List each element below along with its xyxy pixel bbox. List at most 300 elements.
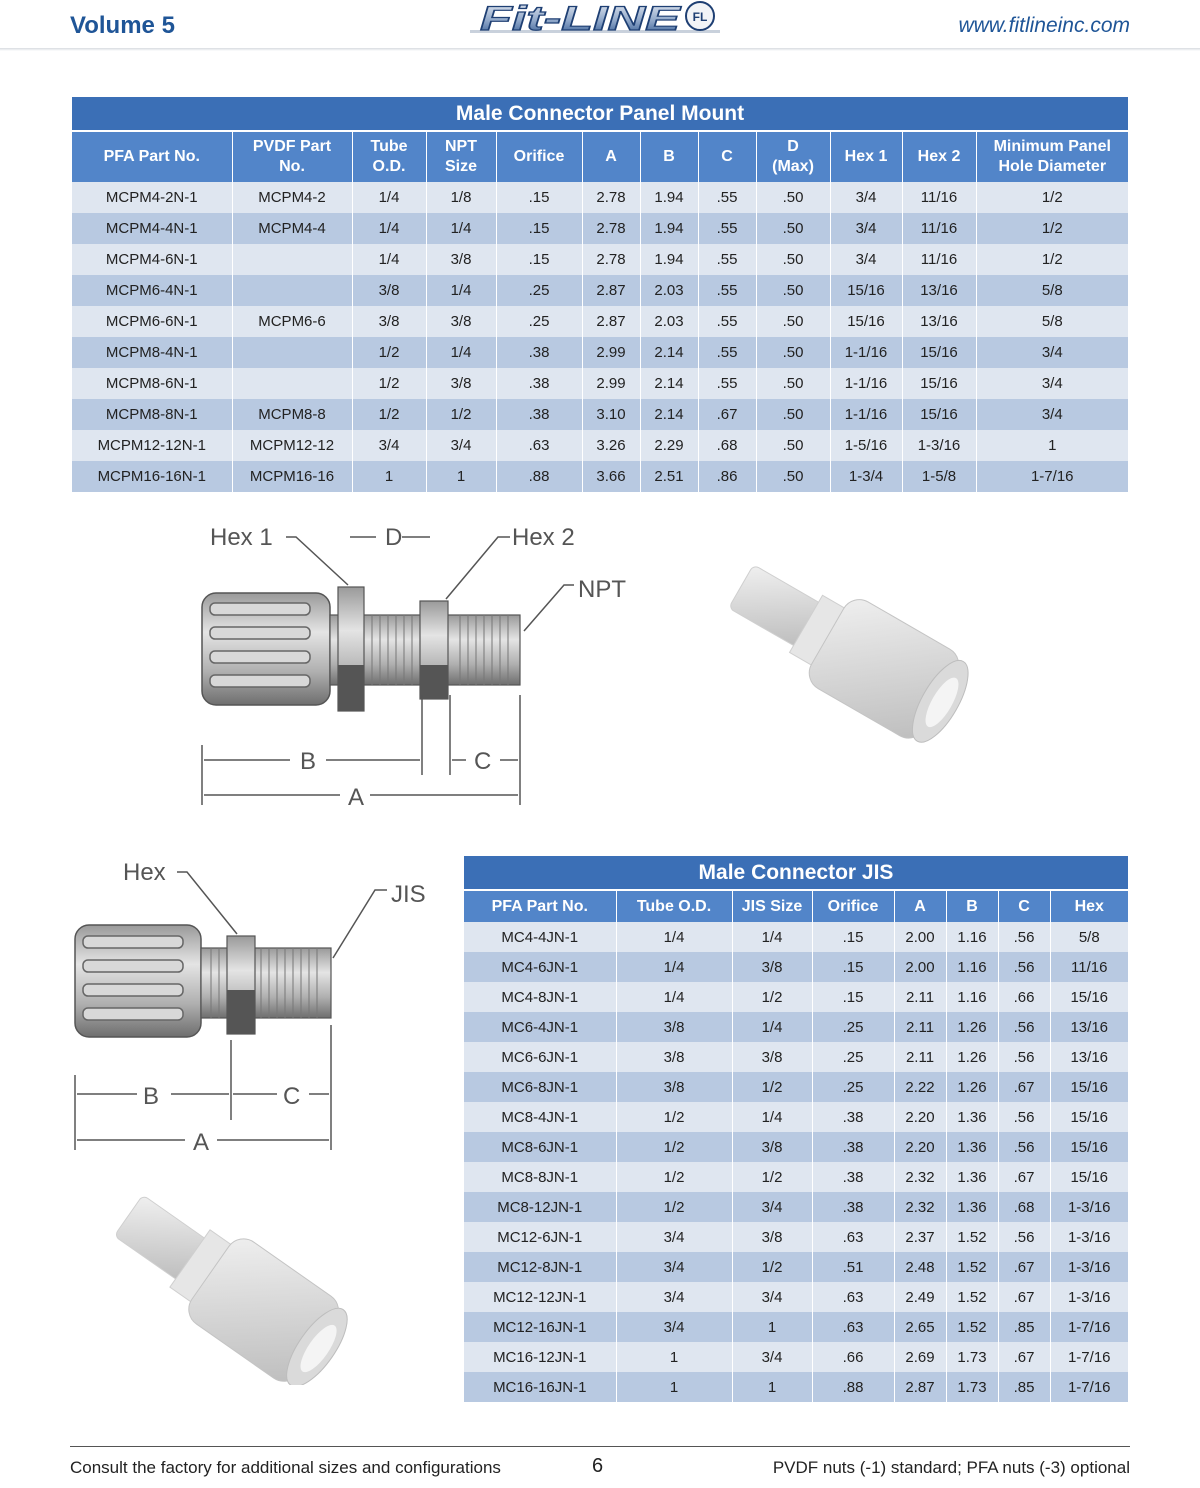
table-cell: .15 bbox=[496, 213, 582, 244]
website-url[interactable]: www.fitlineinc.com bbox=[958, 14, 1130, 37]
table-cell: .55 bbox=[698, 306, 756, 337]
table-cell: 1.73 bbox=[946, 1342, 998, 1372]
column-header-text: No. bbox=[279, 158, 305, 175]
table-row bbox=[72, 182, 1128, 213]
table-cell: 1 bbox=[732, 1312, 812, 1342]
table-cell: .55 bbox=[698, 213, 756, 244]
table-cell: 1/4 bbox=[426, 213, 496, 244]
table-cell: .86 bbox=[698, 461, 756, 492]
table-cell: 3/4 bbox=[616, 1282, 732, 1312]
table-cell: 15/16 bbox=[830, 275, 902, 306]
table-cell: .50 bbox=[756, 461, 830, 492]
table-cell: MC6-4JN-1 bbox=[464, 1012, 616, 1042]
table-cell: 13/16 bbox=[1050, 1042, 1128, 1072]
table-cell: .63 bbox=[812, 1312, 894, 1342]
table-row bbox=[72, 213, 1128, 244]
table-row bbox=[72, 244, 1128, 275]
table-cell: MC16-16JN-1 bbox=[464, 1372, 616, 1402]
table-cell: .56 bbox=[998, 1132, 1050, 1162]
column-header-text: Size bbox=[444, 158, 477, 175]
table-row bbox=[72, 306, 1128, 337]
table-cell: 15/16 bbox=[830, 306, 902, 337]
table-cell: 1 bbox=[426, 461, 496, 492]
table-cell: 3/8 bbox=[616, 1072, 732, 1102]
column-header bbox=[894, 890, 946, 922]
table-cell: 1.26 bbox=[946, 1012, 998, 1042]
table-cell: 11/16 bbox=[902, 244, 976, 275]
table-cell: .50 bbox=[756, 337, 830, 368]
column-header bbox=[496, 131, 582, 182]
footer-note: Consult the factory for additional sizes and configurations bbox=[70, 1458, 501, 1477]
table-cell: 1/4 bbox=[426, 337, 496, 368]
column-header-text: Minimum Panel bbox=[993, 138, 1111, 155]
table-cell: 2.11 bbox=[894, 1012, 946, 1042]
b-label: B bbox=[300, 748, 317, 775]
table-cell: .88 bbox=[812, 1372, 894, 1402]
table-cell: 2.78 bbox=[582, 244, 640, 275]
table-cell: .55 bbox=[698, 368, 756, 399]
table-cell: 3/8 bbox=[352, 275, 426, 306]
table-row bbox=[72, 399, 1128, 430]
table-cell: 1/2 bbox=[616, 1132, 732, 1162]
table-cell: 15/16 bbox=[1050, 1162, 1128, 1192]
table-cell: 1-1/16 bbox=[830, 368, 902, 399]
table-cell: 1/2 bbox=[732, 1072, 812, 1102]
table-cell: 2.78 bbox=[582, 182, 640, 213]
a-label-jis: A bbox=[193, 1129, 210, 1156]
table-cell: .50 bbox=[756, 399, 830, 430]
table-cell: 15/16 bbox=[902, 337, 976, 368]
table-cell: .56 bbox=[998, 1012, 1050, 1042]
table-cell: MCPM4-6N-1 bbox=[72, 244, 232, 275]
table-cell: 2.78 bbox=[582, 213, 640, 244]
table-cell: .55 bbox=[698, 244, 756, 275]
table-cell: MC4-6JN-1 bbox=[464, 952, 616, 982]
table-cell: 3/4 bbox=[976, 368, 1128, 399]
table-cell: .38 bbox=[812, 1192, 894, 1222]
hex-label: Hex bbox=[123, 859, 166, 886]
table-cell: MCPM4-2N-1 bbox=[72, 182, 232, 213]
panel-mount-table bbox=[72, 97, 1128, 492]
table-cell: 1.52 bbox=[946, 1282, 998, 1312]
table-cell: 3/4 bbox=[616, 1312, 732, 1342]
table-cell: 2.03 bbox=[640, 275, 698, 306]
table-cell: 1-7/16 bbox=[1050, 1342, 1128, 1372]
c-label-jis: C bbox=[283, 1083, 301, 1110]
column-header bbox=[756, 131, 830, 182]
column-header-text: B bbox=[663, 148, 675, 165]
table-cell: 3/8 bbox=[732, 1132, 812, 1162]
table-cell: 2.32 bbox=[894, 1192, 946, 1222]
table-cell: 1-3/4 bbox=[830, 461, 902, 492]
table-cell: 1/2 bbox=[732, 1162, 812, 1192]
table-cell: .55 bbox=[698, 182, 756, 213]
table-cell: 3/8 bbox=[732, 952, 812, 982]
table-cell: 1-3/16 bbox=[902, 430, 976, 461]
table-row bbox=[72, 368, 1128, 399]
table-cell: 1-5/16 bbox=[830, 430, 902, 461]
column-header bbox=[72, 131, 232, 182]
table-row bbox=[464, 1312, 1128, 1342]
table-cell: 1-7/16 bbox=[976, 461, 1128, 492]
table-cell: 15/16 bbox=[1050, 982, 1128, 1012]
table-cell: 1.94 bbox=[640, 244, 698, 275]
table-cell: 11/16 bbox=[902, 182, 976, 213]
table-cell: .63 bbox=[496, 430, 582, 461]
table-cell: 15/16 bbox=[902, 368, 976, 399]
table-cell: MCPM6-4N-1 bbox=[72, 275, 232, 306]
table-cell: 3/4 bbox=[616, 1222, 732, 1252]
table-cell: 3/8 bbox=[732, 1042, 812, 1072]
table-row bbox=[464, 1132, 1128, 1162]
table-cell: .56 bbox=[998, 1222, 1050, 1252]
column-header-text: PVDF Part bbox=[252, 138, 332, 155]
d-label: D bbox=[385, 524, 403, 551]
table-cell: .25 bbox=[812, 1072, 894, 1102]
table-cell: 2.99 bbox=[582, 337, 640, 368]
table-cell: MC12-12JN-1 bbox=[464, 1282, 616, 1312]
column-header bbox=[732, 890, 812, 922]
table-cell: 15/16 bbox=[1050, 1072, 1128, 1102]
hex2-label: Hex 2 bbox=[512, 524, 575, 551]
table-cell: 1.16 bbox=[946, 922, 998, 952]
table-cell: 1 bbox=[732, 1372, 812, 1402]
table-cell bbox=[232, 337, 352, 368]
table-cell: 2.00 bbox=[894, 922, 946, 952]
header-divider bbox=[0, 48, 1200, 51]
table-cell: 1 bbox=[352, 461, 426, 492]
table-cell: 2.51 bbox=[640, 461, 698, 492]
table-cell: 2.00 bbox=[894, 952, 946, 982]
table-cell: 3/8 bbox=[616, 1012, 732, 1042]
table-cell bbox=[232, 275, 352, 306]
jis-photo bbox=[95, 1195, 375, 1385]
table-cell: MCPM8-8 bbox=[232, 399, 352, 430]
table-cell: 1/4 bbox=[616, 982, 732, 1012]
table-cell: 1.52 bbox=[946, 1222, 998, 1252]
table-cell: 11/16 bbox=[1050, 952, 1128, 982]
table-cell: 1/4 bbox=[616, 922, 732, 952]
table-cell: 1 bbox=[616, 1372, 732, 1402]
table-cell: 1/4 bbox=[426, 275, 496, 306]
table-cell: 13/16 bbox=[902, 306, 976, 337]
table-cell: .38 bbox=[812, 1132, 894, 1162]
table-cell bbox=[232, 368, 352, 399]
table-row bbox=[72, 275, 1128, 306]
table-cell: 1.36 bbox=[946, 1192, 998, 1222]
table-row bbox=[464, 1342, 1128, 1372]
table-cell: 2.48 bbox=[894, 1252, 946, 1282]
table-cell: 2.11 bbox=[894, 982, 946, 1012]
table-cell: .38 bbox=[496, 337, 582, 368]
table-cell: .25 bbox=[812, 1042, 894, 1072]
table-cell: 3/8 bbox=[426, 244, 496, 275]
table-cell: .50 bbox=[756, 213, 830, 244]
table-cell: 2.49 bbox=[894, 1282, 946, 1312]
table-cell: MC16-12JN-1 bbox=[464, 1342, 616, 1372]
table-cell bbox=[232, 244, 352, 275]
page-number: 6 bbox=[592, 1455, 604, 1477]
table-cell: 1.52 bbox=[946, 1252, 998, 1282]
table-cell: 1/4 bbox=[732, 1102, 812, 1132]
table-cell: 1/2 bbox=[976, 182, 1128, 213]
table-row bbox=[464, 1192, 1128, 1222]
table-cell: 5/8 bbox=[1050, 922, 1128, 952]
table-row bbox=[464, 982, 1128, 1012]
table-cell: MCPM4-4 bbox=[232, 213, 352, 244]
table-cell: 1-7/16 bbox=[1050, 1372, 1128, 1402]
table-cell: .56 bbox=[998, 922, 1050, 952]
table-cell: MCPM8-4N-1 bbox=[72, 337, 232, 368]
table-cell: .15 bbox=[812, 982, 894, 1012]
table-cell: 3/8 bbox=[732, 1222, 812, 1252]
table-cell: 1.26 bbox=[946, 1072, 998, 1102]
table-row bbox=[464, 1012, 1128, 1042]
page-header bbox=[0, 0, 1200, 50]
table-cell: 3.10 bbox=[582, 399, 640, 430]
table-cell: MC8-8JN-1 bbox=[464, 1162, 616, 1192]
table-cell: 2.22 bbox=[894, 1072, 946, 1102]
table-cell: MC8-4JN-1 bbox=[464, 1102, 616, 1132]
table-cell: 2.87 bbox=[582, 306, 640, 337]
table-cell: .15 bbox=[496, 182, 582, 213]
footer-nut-note: PVDF nuts (-1) standard; PFA nuts (-3) optional bbox=[772, 1458, 1130, 1477]
table-cell: 2.14 bbox=[640, 337, 698, 368]
fitline-logo bbox=[470, 0, 720, 40]
table-cell: .38 bbox=[812, 1162, 894, 1192]
table-cell: 1-7/16 bbox=[1050, 1312, 1128, 1342]
column-header-text: C bbox=[1018, 897, 1030, 915]
column-header-text: B bbox=[966, 897, 978, 915]
table-cell: 1-5/8 bbox=[902, 461, 976, 492]
table-cell: 5/8 bbox=[976, 306, 1128, 337]
column-header-text: NPT bbox=[445, 138, 477, 155]
table-cell: 1.16 bbox=[946, 982, 998, 1012]
column-header bbox=[232, 131, 352, 182]
jis-title: Male Connector JIS bbox=[464, 856, 1128, 890]
column-header bbox=[976, 131, 1128, 182]
table-cell: MCPM4-4N-1 bbox=[72, 213, 232, 244]
table-row bbox=[72, 430, 1128, 461]
table-cell: 3/8 bbox=[426, 306, 496, 337]
table-cell: 3/8 bbox=[426, 368, 496, 399]
table-cell: 3/4 bbox=[976, 399, 1128, 430]
table-cell: 1-1/16 bbox=[830, 399, 902, 430]
c-label: C bbox=[474, 748, 492, 775]
table-cell: 3/4 bbox=[616, 1252, 732, 1282]
table-cell: 1/2 bbox=[352, 399, 426, 430]
table-cell: 2.20 bbox=[894, 1102, 946, 1132]
table-cell: 2.87 bbox=[894, 1372, 946, 1402]
table-cell: 3.26 bbox=[582, 430, 640, 461]
column-header-text: Tube O.D. bbox=[636, 897, 712, 915]
table-cell: 1.16 bbox=[946, 952, 998, 982]
table-cell: 1/4 bbox=[732, 922, 812, 952]
table-cell: 1.94 bbox=[640, 182, 698, 213]
table-cell: MC6-8JN-1 bbox=[464, 1072, 616, 1102]
table-cell: 2.14 bbox=[640, 368, 698, 399]
column-header-text: A bbox=[605, 148, 617, 165]
table-cell: 1-3/16 bbox=[1050, 1222, 1128, 1252]
table-cell: 2.87 bbox=[582, 275, 640, 306]
table-cell: 1/2 bbox=[976, 213, 1128, 244]
table-cell: 1-1/16 bbox=[830, 337, 902, 368]
table-cell: 1/4 bbox=[616, 952, 732, 982]
table-cell: 3/4 bbox=[976, 337, 1128, 368]
table-cell: .63 bbox=[812, 1282, 894, 1312]
table-cell: 1/2 bbox=[616, 1162, 732, 1192]
table-cell: .66 bbox=[812, 1342, 894, 1372]
table-cell: 1.36 bbox=[946, 1162, 998, 1192]
table-cell: 3/4 bbox=[732, 1282, 812, 1312]
jis-label: JIS bbox=[391, 881, 426, 908]
column-header bbox=[946, 890, 998, 922]
table-row bbox=[464, 1162, 1128, 1192]
table-cell: 15/16 bbox=[1050, 1132, 1128, 1162]
table-cell: MC8-6JN-1 bbox=[464, 1132, 616, 1162]
table-cell: 1/2 bbox=[976, 244, 1128, 275]
panel-mount-photo bbox=[700, 540, 980, 770]
column-header-text: Hex 2 bbox=[917, 148, 961, 165]
table-cell: 1/8 bbox=[426, 182, 496, 213]
table-cell: 2.14 bbox=[640, 399, 698, 430]
table-cell: MCPM8-6N-1 bbox=[72, 368, 232, 399]
table-cell: .88 bbox=[496, 461, 582, 492]
table-cell: .85 bbox=[998, 1312, 1050, 1342]
column-header-text: Tube bbox=[370, 138, 408, 155]
table-cell: 2.29 bbox=[640, 430, 698, 461]
table-cell: 1/2 bbox=[352, 368, 426, 399]
table-cell: 1/2 bbox=[616, 1102, 732, 1132]
column-header-text: C bbox=[721, 148, 733, 165]
table-cell: 1/4 bbox=[352, 182, 426, 213]
column-header bbox=[830, 131, 902, 182]
table-cell: .38 bbox=[812, 1102, 894, 1132]
table-row bbox=[464, 1282, 1128, 1312]
column-header-text: O.D. bbox=[372, 158, 406, 175]
table-cell: 1/2 bbox=[616, 1192, 732, 1222]
table-cell: .56 bbox=[998, 1042, 1050, 1072]
table-cell: 3/4 bbox=[830, 182, 902, 213]
table-row bbox=[464, 952, 1128, 982]
table-cell: 1/4 bbox=[352, 244, 426, 275]
table-cell: 1.26 bbox=[946, 1042, 998, 1072]
b-label-jis: B bbox=[143, 1083, 160, 1110]
table-cell: .25 bbox=[496, 306, 582, 337]
table-cell: .50 bbox=[756, 430, 830, 461]
a-label: A bbox=[348, 784, 365, 810]
column-header bbox=[998, 890, 1050, 922]
column-header bbox=[812, 890, 894, 922]
column-header bbox=[426, 131, 496, 182]
column-header-text: Hole Diameter bbox=[998, 158, 1107, 175]
table-cell: .67 bbox=[998, 1072, 1050, 1102]
table-cell: 1.94 bbox=[640, 213, 698, 244]
table-cell: .51 bbox=[812, 1252, 894, 1282]
table-cell: 5/8 bbox=[976, 275, 1128, 306]
table-cell: 1/4 bbox=[352, 213, 426, 244]
table-cell: 2.11 bbox=[894, 1042, 946, 1072]
table-row bbox=[464, 1252, 1128, 1282]
table-cell: 3/8 bbox=[616, 1042, 732, 1072]
table-cell: .85 bbox=[998, 1372, 1050, 1402]
table-cell: 3/4 bbox=[732, 1342, 812, 1372]
table-cell: 1/2 bbox=[732, 1252, 812, 1282]
table-cell: MC12-16JN-1 bbox=[464, 1312, 616, 1342]
table-row bbox=[464, 1372, 1128, 1402]
table-cell: 2.20 bbox=[894, 1132, 946, 1162]
table-cell: 1.52 bbox=[946, 1312, 998, 1342]
table-cell: 1/2 bbox=[732, 982, 812, 1012]
table-cell: 3/4 bbox=[426, 430, 496, 461]
table-cell: .67 bbox=[998, 1282, 1050, 1312]
table-cell: 2.03 bbox=[640, 306, 698, 337]
table-cell: MC8-12JN-1 bbox=[464, 1192, 616, 1222]
table-cell: 2.37 bbox=[894, 1222, 946, 1252]
table-cell: 3.66 bbox=[582, 461, 640, 492]
column-header bbox=[1050, 890, 1128, 922]
table-cell: MCPM12-12N-1 bbox=[72, 430, 232, 461]
table-cell: .15 bbox=[812, 922, 894, 952]
panel-mount-title: Male Connector Panel Mount bbox=[72, 97, 1128, 131]
table-row bbox=[72, 337, 1128, 368]
footer-divider bbox=[70, 1446, 1130, 1447]
table-cell: 1/4 bbox=[732, 1012, 812, 1042]
column-header-text: (Max) bbox=[772, 158, 814, 175]
table-cell: MCPM4-2 bbox=[232, 182, 352, 213]
table-cell: 3/4 bbox=[732, 1192, 812, 1222]
table-cell: .68 bbox=[998, 1192, 1050, 1222]
table-cell: .68 bbox=[698, 430, 756, 461]
table-cell: 11/16 bbox=[902, 213, 976, 244]
table-cell: .56 bbox=[998, 1102, 1050, 1132]
table-cell: MC6-6JN-1 bbox=[464, 1042, 616, 1072]
table-cell: 13/16 bbox=[1050, 1012, 1128, 1042]
table-cell: .67 bbox=[998, 1252, 1050, 1282]
table-cell: MCPM8-8N-1 bbox=[72, 399, 232, 430]
table-cell: .55 bbox=[698, 337, 756, 368]
table-cell: .25 bbox=[812, 1012, 894, 1042]
column-header bbox=[464, 890, 616, 922]
table-cell: MC12-8JN-1 bbox=[464, 1252, 616, 1282]
table-cell: .15 bbox=[812, 952, 894, 982]
table-cell: 13/16 bbox=[902, 275, 976, 306]
table-cell: .56 bbox=[998, 952, 1050, 982]
table-cell: 2.65 bbox=[894, 1312, 946, 1342]
table-cell: 2.32 bbox=[894, 1162, 946, 1192]
table-cell: .50 bbox=[756, 368, 830, 399]
table-row bbox=[72, 461, 1128, 492]
jis-diagram bbox=[65, 850, 445, 1160]
logo-wordmark: Fit-LINE bbox=[480, 0, 683, 38]
hex1-label: Hex 1 bbox=[210, 524, 273, 551]
column-header bbox=[616, 890, 732, 922]
table-cell: .38 bbox=[496, 368, 582, 399]
column-header bbox=[640, 131, 698, 182]
table-cell: 3/4 bbox=[352, 430, 426, 461]
table-cell: .66 bbox=[998, 982, 1050, 1012]
table-cell: .55 bbox=[698, 275, 756, 306]
column-header-text: PFA Part No. bbox=[103, 148, 200, 165]
table-cell: 15/16 bbox=[1050, 1102, 1128, 1132]
table-cell: .38 bbox=[496, 399, 582, 430]
column-header-text: A bbox=[914, 897, 926, 915]
table-cell: 1/2 bbox=[352, 337, 426, 368]
table-row bbox=[464, 1072, 1128, 1102]
table-cell: .67 bbox=[998, 1162, 1050, 1192]
table-cell: .50 bbox=[756, 244, 830, 275]
table-cell: .67 bbox=[998, 1342, 1050, 1372]
